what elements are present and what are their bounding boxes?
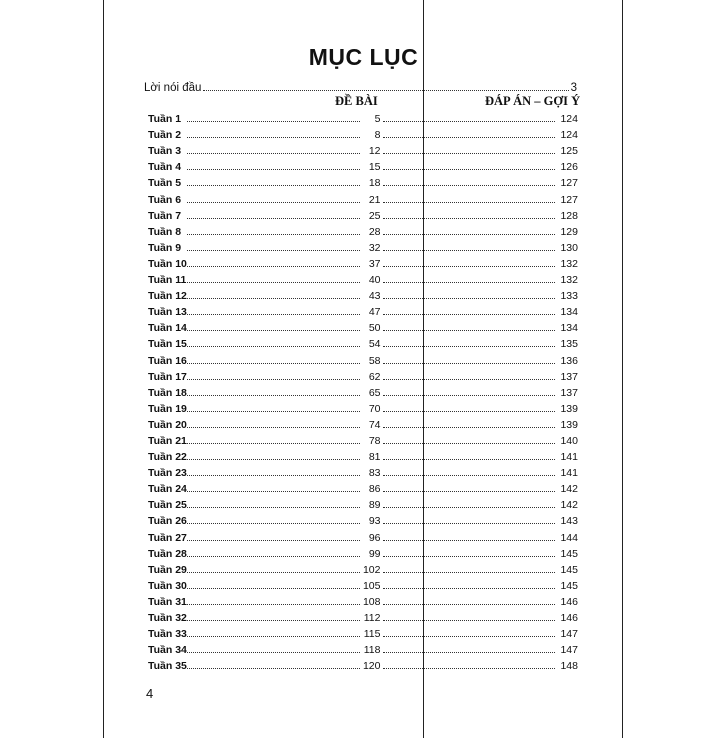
week-label: Tuần 26: [148, 515, 187, 528]
dot-leader: [383, 234, 556, 235]
dot-leader: [383, 636, 556, 637]
toc-row[interactable]: [148, 254, 578, 270]
week-label: Tuần 2: [148, 129, 182, 142]
toc-row[interactable]: [148, 495, 578, 511]
intro-page: 3: [570, 82, 577, 94]
toc-title: MỤC LỤC: [308, 44, 419, 70]
answer-page: 141: [560, 467, 578, 480]
exercise-page: 50: [368, 322, 381, 335]
exercise-page: 112: [363, 612, 381, 624]
week-label: Tuần 23: [148, 467, 187, 480]
toc-row[interactable]: [148, 399, 578, 415]
page-border-right: [622, 0, 623, 738]
answer-page: 133: [560, 290, 578, 303]
answer-page: 126: [560, 161, 578, 174]
dot-leader: [383, 395, 556, 396]
answer-page: 132: [560, 274, 578, 287]
dot-leader: [187, 523, 360, 524]
dot-leader: [383, 443, 556, 444]
answer-page: 145: [560, 579, 578, 592]
exercise-page: 5: [374, 113, 381, 126]
week-label: Tuần 6: [148, 193, 182, 206]
week-label: Tuần 11: [148, 274, 187, 287]
week-label: Tuần 19: [148, 402, 187, 415]
week-label: Tuần 10: [148, 257, 187, 270]
answer-page: 136: [560, 354, 578, 367]
answer-page: 132: [560, 257, 578, 270]
dot-leader: [187, 540, 360, 541]
toc-row[interactable]: [148, 302, 578, 318]
exercise-page: 8: [374, 129, 381, 142]
dot-leader: [383, 507, 556, 508]
dot-leader: [187, 282, 360, 283]
toc-row[interactable]: [148, 173, 578, 189]
answer-page: 127: [560, 193, 578, 206]
dot-leader: [383, 121, 556, 122]
week-label: Tuần 20: [148, 418, 187, 431]
dot-leader: [187, 443, 360, 444]
exercise-page: 54: [368, 338, 381, 351]
answer-page: 144: [560, 531, 578, 544]
week-label: Tuần 29: [148, 563, 187, 576]
week-label: Tuần 21: [148, 434, 187, 447]
answer-page: 145: [560, 547, 578, 560]
answer-page: 147: [560, 644, 578, 657]
toc-row[interactable]: [148, 415, 578, 431]
dot-leader: [187, 121, 360, 122]
week-label: Tuần 25: [148, 499, 187, 512]
exercise-page: 28: [368, 225, 381, 238]
dot-leader: [187, 153, 360, 154]
exercise-page: 62: [368, 370, 381, 383]
dot-leader: [187, 202, 360, 203]
answer-page: 127: [560, 177, 578, 190]
dot-leader: [187, 604, 360, 605]
answer-page: 134: [560, 306, 578, 319]
answer-page: 148: [560, 660, 578, 673]
exercise-page: 83: [368, 467, 381, 480]
dot-leader: [383, 411, 556, 412]
dot-leader: [187, 379, 360, 380]
exercise-page: 15: [368, 161, 381, 174]
dot-leader: [383, 218, 556, 219]
dot-leader: [383, 169, 556, 170]
dot-leader: [187, 556, 360, 557]
toc-row[interactable]: [148, 206, 578, 222]
toc-row[interactable]: [148, 656, 578, 672]
toc-row[interactable]: [148, 527, 578, 543]
week-label: Tuần 28: [148, 547, 187, 560]
toc-row[interactable]: [148, 222, 578, 238]
toc-row[interactable]: [148, 511, 578, 527]
week-label: Tuần 4: [148, 161, 182, 174]
toc-row[interactable]: [148, 608, 578, 624]
week-label: Tuần 32: [148, 612, 187, 624]
week-label: Tuần 9: [148, 241, 182, 254]
toc-intro-entry[interactable]: [144, 80, 577, 94]
exercise-page: 81: [368, 451, 381, 464]
toc-row[interactable]: [148, 447, 578, 463]
dot-leader: [203, 89, 568, 91]
exercise-page: 47: [368, 306, 381, 319]
dot-leader: [383, 572, 556, 573]
toc-row[interactable]: [148, 640, 578, 656]
dot-leader: [383, 363, 556, 364]
toc-row[interactable]: [148, 592, 578, 608]
dot-leader: [187, 250, 360, 251]
dot-leader: [383, 282, 556, 283]
dot-leader: [383, 330, 556, 331]
week-label: Tuần 27: [148, 531, 187, 544]
dot-leader: [187, 266, 360, 267]
dot-leader: [187, 427, 360, 428]
exercise-page: 58: [368, 354, 381, 367]
toc-row[interactable]: [148, 431, 578, 447]
answer-page: 128: [560, 209, 578, 222]
exercise-page: 105: [362, 579, 381, 592]
dot-leader: [187, 218, 360, 219]
dot-leader: [383, 604, 556, 605]
answer-page: 134: [560, 322, 578, 335]
exercise-page: 86: [368, 483, 381, 496]
page-number: 4: [146, 686, 154, 701]
dot-leader: [187, 636, 360, 637]
exercise-page: 12: [368, 145, 381, 158]
dot-leader: [187, 363, 360, 364]
toc-row[interactable]: [148, 270, 578, 286]
dot-leader: [383, 202, 556, 203]
dot-leader: [187, 459, 360, 460]
exercises-column-header: ĐỀ BÀI: [335, 94, 378, 108]
dot-leader: [187, 346, 360, 347]
week-label: Tuần 35: [148, 660, 187, 673]
week-label: Tuần 22: [148, 451, 187, 464]
dot-leader: [383, 185, 556, 186]
week-label: Tuần 17: [148, 370, 187, 383]
dot-leader: [187, 491, 360, 492]
dot-leader: [383, 652, 556, 653]
week-label: Tuần 7: [148, 209, 182, 222]
dot-leader: [187, 137, 360, 138]
week-label: Tuần 33: [148, 628, 187, 641]
week-label: Tuần 14: [148, 322, 187, 335]
dot-leader: [187, 668, 360, 669]
dot-leader: [187, 652, 360, 653]
answer-page: 140: [560, 434, 578, 447]
dot-leader: [187, 411, 360, 412]
answer-page: 147: [560, 628, 578, 641]
toc-row[interactable]: [148, 624, 578, 640]
intro-label: Lời nói đầu: [144, 82, 202, 94]
toc-row[interactable]: [148, 350, 578, 366]
exercise-page: 118: [363, 644, 381, 657]
answer-page: 137: [560, 370, 578, 383]
exercise-page: 18: [368, 177, 381, 190]
answer-page: 142: [560, 499, 578, 512]
week-label: Tuần 13: [148, 306, 187, 319]
week-label: Tuần 8: [148, 225, 182, 238]
answer-page: 129: [560, 225, 578, 238]
week-label: Tuần 24: [148, 483, 187, 496]
answer-page: 135: [560, 338, 578, 351]
dot-leader: [383, 668, 556, 669]
answer-page: 124: [560, 113, 578, 126]
answer-page: 146: [560, 595, 578, 608]
exercise-page: 37: [368, 257, 381, 270]
dot-leader: [383, 346, 556, 347]
exercise-page: 32: [368, 241, 381, 254]
exercise-page: 108: [362, 595, 381, 608]
dot-leader: [383, 250, 556, 251]
toc-row[interactable]: [148, 334, 578, 350]
toc-row[interactable]: [148, 238, 578, 254]
dot-leader: [187, 395, 360, 396]
dot-leader: [383, 266, 556, 267]
week-label: Tuần 30: [148, 579, 187, 592]
dot-leader: [187, 588, 360, 589]
exercise-page: 70: [368, 402, 381, 415]
answer-page: 139: [560, 418, 578, 431]
answer-page: 143: [560, 515, 578, 528]
dot-leader: [383, 620, 556, 621]
dot-leader: [187, 620, 360, 621]
exercise-page: 102: [362, 563, 381, 576]
dot-leader: [383, 540, 556, 541]
toc-row[interactable]: [148, 318, 578, 334]
exercise-page: 43: [368, 290, 381, 303]
toc-row[interactable]: [148, 286, 578, 302]
toc-row[interactable]: [148, 141, 578, 157]
week-label: Tuần 34: [148, 644, 187, 657]
week-label: Tuần 16: [148, 354, 187, 367]
answer-page: 125: [560, 145, 578, 158]
dot-leader: [187, 298, 360, 299]
dot-leader: [187, 330, 360, 331]
dot-leader: [383, 298, 556, 299]
toc-row[interactable]: [148, 576, 578, 592]
dot-leader: [383, 459, 556, 460]
exercise-page: 40: [368, 274, 381, 287]
dot-leader: [383, 427, 556, 428]
toc-row[interactable]: [148, 109, 578, 125]
exercise-page: 21: [368, 193, 381, 206]
dot-leader: [383, 137, 556, 138]
dot-leader: [383, 379, 556, 380]
exercise-page: 89: [368, 499, 381, 512]
answer-page: 124: [560, 129, 578, 142]
dot-leader: [187, 234, 360, 235]
exercise-page: 96: [368, 531, 381, 544]
toc-row[interactable]: [148, 367, 578, 383]
exercise-page: 74: [368, 418, 381, 431]
week-label: Tuần 5: [148, 177, 182, 190]
toc-row[interactable]: [148, 544, 578, 560]
week-label: Tuần 3: [148, 145, 182, 158]
exercise-page: 120: [362, 660, 381, 673]
toc-row[interactable]: [148, 383, 578, 399]
exercise-page: 65: [368, 386, 381, 399]
answers-column-header: ĐÁP ÁN – GỢI Ý: [485, 94, 581, 108]
exercise-page: 78: [368, 434, 381, 447]
dot-leader: [383, 314, 556, 315]
toc-row[interactable]: [148, 463, 578, 479]
exercise-page: 115: [363, 628, 381, 641]
toc-row[interactable]: [148, 560, 578, 576]
dot-leader: [187, 185, 360, 186]
dot-leader: [187, 314, 360, 315]
toc-row[interactable]: [148, 189, 578, 205]
toc-rows: [148, 109, 578, 672]
answer-page: 139: [560, 402, 578, 415]
dot-leader: [383, 588, 556, 589]
answer-page: 142: [560, 483, 578, 496]
dot-leader: [383, 523, 556, 524]
dot-leader: [187, 572, 360, 573]
toc-row[interactable]: [148, 125, 578, 141]
week-label: Tuần 31: [148, 595, 187, 608]
exercise-page: 25: [368, 209, 381, 222]
dot-leader: [383, 491, 556, 492]
dot-leader: [383, 475, 556, 476]
exercise-page: 99: [368, 547, 381, 560]
toc-row[interactable]: [148, 479, 578, 495]
dot-leader: [187, 169, 360, 170]
answer-page: 137: [560, 386, 578, 399]
dot-leader: [383, 556, 556, 557]
week-label: Tuần 15: [148, 338, 187, 351]
week-label: Tuần 18: [148, 386, 187, 399]
dot-leader: [187, 507, 360, 508]
toc-row[interactable]: [148, 157, 578, 173]
week-label: Tuần 1: [148, 113, 182, 126]
answer-page: 145: [560, 563, 578, 576]
dot-leader: [187, 475, 360, 476]
answer-page: 141: [560, 451, 578, 464]
dot-leader: [383, 153, 556, 154]
answer-page: 130: [560, 241, 578, 254]
exercise-page: 93: [368, 515, 381, 528]
week-label: Tuần 12: [148, 290, 187, 303]
answer-page: 146: [560, 612, 578, 624]
